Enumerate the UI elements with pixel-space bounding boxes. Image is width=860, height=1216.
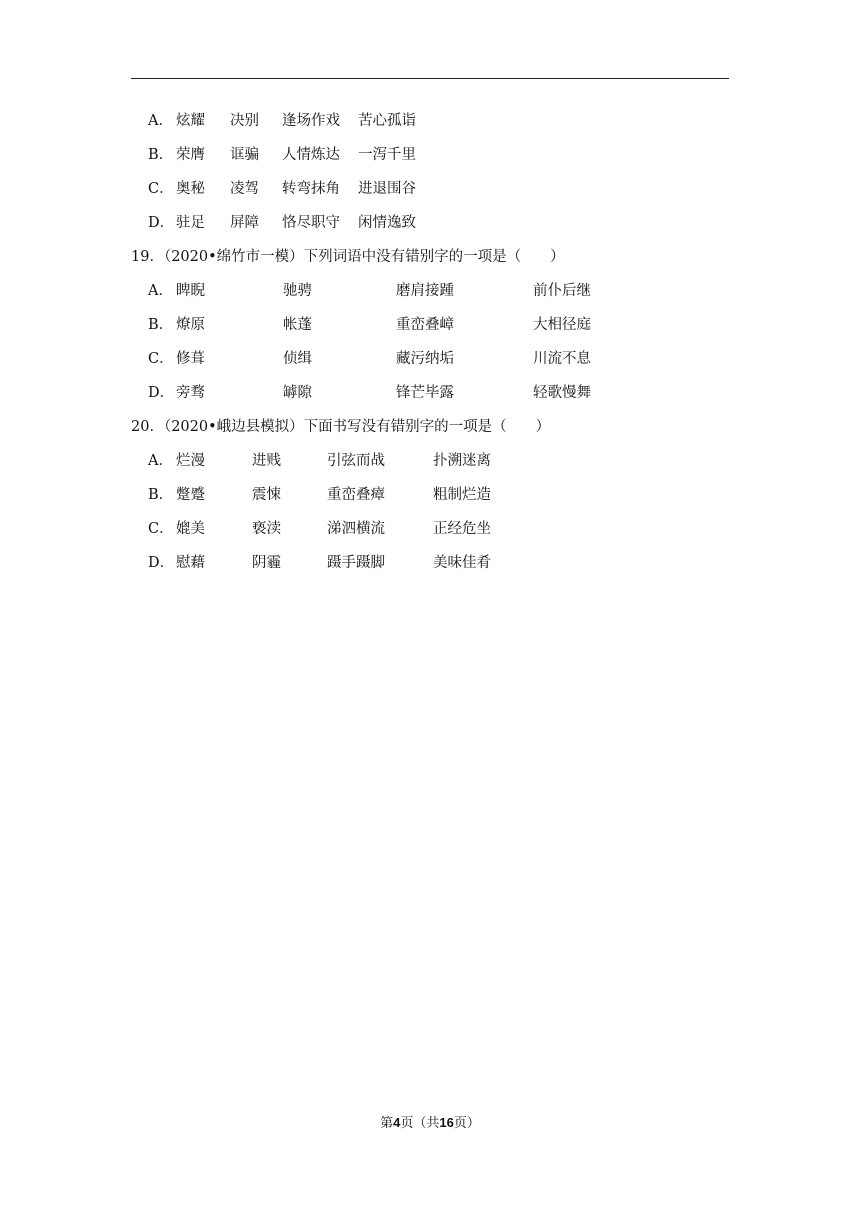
word: 逢场作戏 — [282, 113, 340, 129]
option-label: C． — [148, 351, 174, 367]
option-label: B． — [148, 487, 174, 503]
word: 涕泗横流 — [327, 521, 385, 537]
word: 荣膺 — [176, 147, 205, 163]
word: 美味佳肴 — [433, 555, 491, 571]
header-rule — [131, 78, 729, 79]
word: 正经危坐 — [433, 521, 491, 537]
word: 决别 — [230, 113, 259, 129]
word: 蹩蹙 — [176, 487, 205, 503]
total-pages: 16 — [439, 1115, 454, 1130]
word: 慰藉 — [176, 555, 205, 571]
word: 重峦叠嶂 — [396, 317, 454, 333]
word: 大相径庭 — [533, 317, 591, 333]
word: 震悚 — [252, 487, 281, 503]
word: 诓骗 — [230, 147, 259, 163]
word: 罅隙 — [283, 385, 312, 401]
option-label: A． — [148, 113, 173, 129]
word: 睥睨 — [176, 283, 205, 299]
word: 凌驾 — [230, 181, 259, 197]
word: 蹑手蹑脚 — [327, 555, 385, 571]
word: 磨肩接踵 — [396, 283, 454, 299]
word: 藏污纳垢 — [396, 351, 454, 367]
word: 旁骛 — [176, 385, 205, 401]
word: 恪尽职守 — [282, 215, 340, 231]
word: 进退围谷 — [358, 181, 416, 197]
word: 帐蓬 — [283, 317, 312, 333]
word: 转弯抹角 — [282, 181, 340, 197]
word: 粗制烂造 — [433, 487, 491, 503]
page-footer — [0, 1112, 860, 1131]
word: 媲美 — [176, 521, 205, 537]
option-label: D． — [148, 215, 175, 231]
option-label: C． — [148, 181, 174, 197]
option-label: A． — [148, 453, 173, 469]
word: 奥秘 — [176, 181, 205, 197]
word: 进贱 — [252, 453, 281, 469]
footer-prefix: 第 — [380, 1116, 394, 1131]
option-label: B． — [148, 147, 174, 163]
word: 前仆后继 — [533, 283, 591, 299]
word: 阴霾 — [252, 555, 281, 571]
footer-middle: 页（共 — [400, 1116, 440, 1131]
word: 川流不息 — [533, 351, 591, 367]
word: 燎原 — [176, 317, 205, 333]
word: 人情炼达 — [282, 147, 340, 163]
word: 引弦而战 — [327, 453, 385, 469]
word: 修葺 — [176, 351, 205, 367]
page-number: 4 — [393, 1115, 401, 1130]
option-label: B． — [148, 317, 174, 333]
option-label: D． — [148, 385, 175, 401]
option-label: A． — [148, 283, 173, 299]
word: 苦心孤诣 — [358, 113, 416, 129]
question-stem: 19．（2020•绵竹市一模）下列词语中没有错别字的一项是（ ） — [131, 249, 565, 265]
footer-suffix: 页） — [453, 1116, 480, 1131]
word: 侦缉 — [283, 351, 312, 367]
word: 驻足 — [176, 215, 205, 231]
option-label: D． — [148, 555, 175, 571]
word: 轻歌慢舞 — [533, 385, 591, 401]
option-label: C． — [148, 521, 174, 537]
question-stem: 20．（2020•峨边县模拟）下面书写没有错别字的一项是（ ） — [131, 419, 551, 435]
word: 驰骋 — [283, 283, 312, 299]
word: 闲情逸致 — [358, 215, 416, 231]
word: 扑溯迷离 — [433, 453, 491, 469]
word: 烂漫 — [176, 453, 205, 469]
word: 亵渎 — [252, 521, 281, 537]
word: 炫耀 — [176, 113, 205, 129]
word: 重峦叠瘴 — [327, 487, 385, 503]
word: 锋芒毕露 — [396, 385, 454, 401]
word: 一泻千里 — [358, 147, 416, 163]
word: 屏障 — [230, 215, 259, 231]
